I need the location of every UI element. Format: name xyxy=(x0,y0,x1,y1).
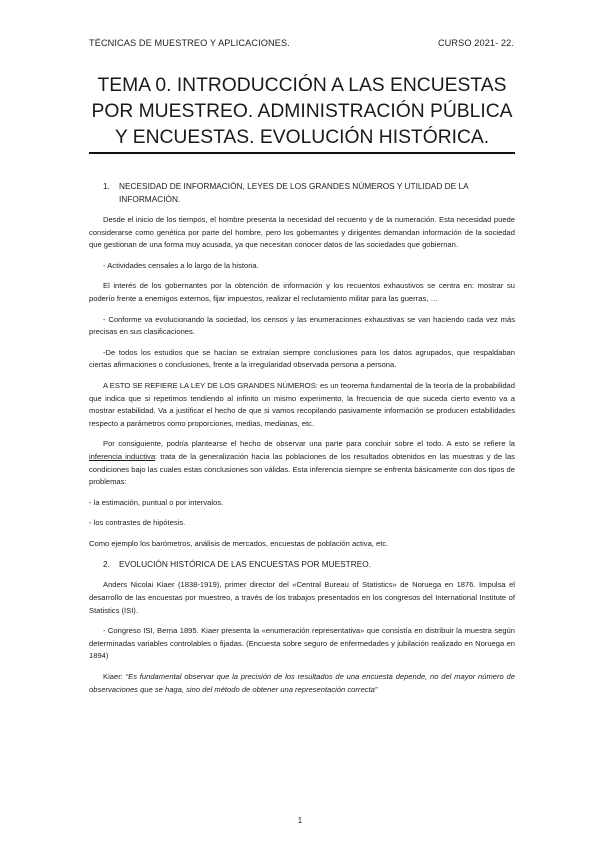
header-course-year: CURSO 2021- 22. xyxy=(437,38,514,48)
paragraph: Desde el inicio de los tiempos, el hombre presenta la necesidad del recuento y de la numeración. Esta necesidad puede considerarse como genética por parte del hombre, pero los gobernantes y dirigentes demandan información de la sociedad que gestionan de una forma muy acusada, ya que necesitan conocer datos de las sociedades que gobiernan. xyxy=(89,215,515,250)
section-number: 2. xyxy=(103,559,110,570)
document-title: TEMA 0. INTRODUCCIÓN A LAS ENCUESTAS POR MUESTREO. ADMINISTRACIÓN PÚBLICA Y ENCUESTAS. EVOLUCIÓN HISTÓRICA. xyxy=(91,75,513,148)
paragraph: - los contrastes de hipótesis. xyxy=(89,518,186,528)
section-heading-2 xyxy=(89,558,515,571)
paragraph: Como ejemplo los barómetros, análisis de mercados, encuestas de población activa, etc. xyxy=(89,538,389,548)
section-heading-1 xyxy=(89,180,515,206)
document-body xyxy=(89,180,515,704)
paragraph: - Congreso ISI, Berna 1895. Kiaer presenta la «enumeración representativa» que consistía en distribuir la muestra según determinadas variables controlables o fijadas. (Encuesta sobre seguro de enfermedades y jubilación realizado en Noruega en 1894) xyxy=(89,626,515,661)
header-course-name: TÉCNICAS DE MUESTREO Y APLICACIONES. xyxy=(89,38,290,48)
quote-text: “Es fundamental observar que la precisión de los resultados de una encuesta depende, no del mayor número de observaciones que se haga, sino del método de obtener una representación correcta” xyxy=(89,672,515,694)
section-title: EVOLUCIÓN HISTÓRICA DE LAS ENCUESTAS POR MUESTREO. xyxy=(119,559,372,570)
paragraph-text: Por consiguiente, podría plantearse el hecho de observar una parte para concluir sobre el todo. A esto se refiere la xyxy=(103,439,515,449)
page-header xyxy=(89,38,514,48)
paragraph: - la estimación, puntual o por intervalos. xyxy=(89,497,224,507)
title-underline xyxy=(89,152,515,154)
page-number: 1 xyxy=(297,816,303,825)
paragraph: A ESTO SE REFIERE LA LEY DE LOS GRANDES NÚMEROS: es un teorema fundamental de la teoría de la probabilidad que indica que si repetimos tendiendo al infinito un mismo experimento, la frecuencia de que suceda cierto evento va a mostrar estabilidad. Va a justificar el hecho de que si vamos recopilando pasivamente información se producen estabilidades respecto a parámetros como proporciones, medias, medianas, etc. xyxy=(89,380,515,428)
paragraph: -De todos los estudios que se hacían se extraían siempre conclusiones para los datos agrupados, que respaldaban ciertas afirmaciones o conclusiones, frente a la irregularidad observada persona a persona. xyxy=(89,347,515,370)
paragraph: Anders Nicolai Kiaer (1838-1919), primer director del «Central Bureau of Statistics» de Noruega en 1876. Impulsa el desarrollo de las encuestas por muestreo, a través de los trabajos presentados en los congresos del International Institute of Statistics (ISI). xyxy=(89,580,515,615)
paragraph-text: : trata de la generalización hacia las poblaciones de los resultados obtenidos en las muestras y de las condiciones bajo las cuales estas conclusiones son válidas. Esta inferencia siempre se enfrenta básicamente con dos tipos de problemas: xyxy=(89,451,515,487)
paragraph: - Conforme va evolucionando la sociedad, los censos y las enumeraciones exhaustivas se van haciendo cada vez más precisas en sus clasificaciones. xyxy=(89,314,515,337)
paragraph xyxy=(89,438,515,488)
underlined-term: inferencia inductiva xyxy=(89,451,156,461)
paragraph: El interés de los gobernantes por la obtención de información y los recuentos exhaustivos se centra en: mostrar su poderío frente a enemigos externos, fijar impuestos, realizar el reclutamiento militar para las guerras, … xyxy=(89,281,515,303)
paragraph: - Actividades censales a lo largo de la historia. xyxy=(103,260,259,270)
quote-label: Kiaer: xyxy=(103,672,126,682)
section-title: NECESIDAD DE INFORMACIÓN, LEYES DE LOS GRANDES NÚMEROS Y UTILIDAD DE LA INFORMACIÓN. xyxy=(119,181,469,204)
paragraph xyxy=(89,671,515,696)
section-number: 1. xyxy=(103,181,110,191)
